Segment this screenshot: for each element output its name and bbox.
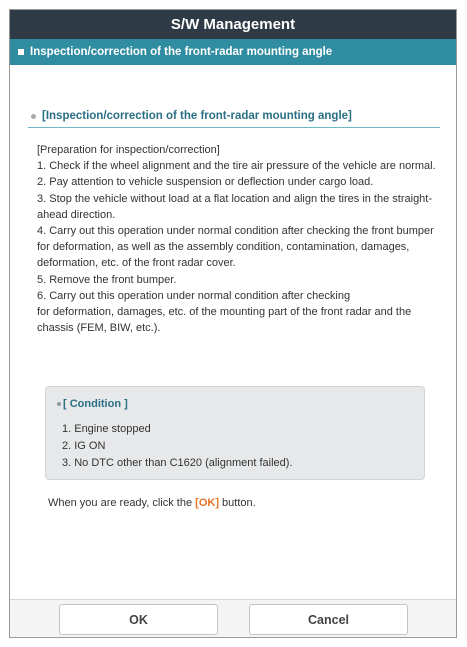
content-panel (10, 65, 456, 603)
instructions-text (37, 142, 449, 336)
instruction-line: [Preparation for inspection/correction] (37, 144, 220, 156)
sw-management-window (9, 9, 457, 638)
cancel-button[interactable]: Cancel (249, 604, 408, 635)
ok-button[interactable]: OK (59, 604, 218, 635)
section-title-text: [Inspection/correction of the front-radar mounting angle] (42, 110, 352, 122)
subheader-bar (10, 39, 456, 65)
instruction-line: 5. Remove the front bumper. (37, 273, 177, 286)
condition-item: 1. Engine stopped (62, 423, 151, 435)
instruction-line: for deformation, damages, etc. of the mounting part of the front radar and the chassis (FEM, BIW, etc.). (37, 306, 412, 335)
instruction-line: 1. Check if the wheel alignment and the tire air pressure of the vehicle are normal. (37, 160, 436, 173)
condition-list (62, 421, 293, 472)
bullet-dot-icon (57, 402, 61, 406)
ready-prompt (48, 497, 256, 509)
condition-item: 3. No DTC other than C1620 (alignment failed). (62, 457, 293, 469)
section-heading (28, 105, 440, 128)
condition-title-text: [ Condition ] (63, 398, 128, 410)
square-bullet-icon (18, 49, 24, 55)
instruction-line: 6. Carry out this operation under normal condition after checking (37, 289, 351, 302)
ok-highlight: [OK] (195, 497, 219, 509)
button-footer (10, 599, 456, 637)
condition-title (57, 398, 128, 410)
window-title: S/W Management (10, 10, 456, 39)
condition-item: 2. IG ON (62, 440, 106, 452)
subheader-label: Inspection/correction of the front-radar mounting angle (30, 46, 333, 58)
instruction-line: 4. Carry out this operation under normal condition after checking the front bumper for deformation, as well as the assembly condition, contamination, damages, deformation, etc. of the front radar cover. (37, 225, 434, 270)
condition-box (45, 386, 425, 480)
ready-suffix: button. (218, 497, 256, 509)
instruction-line: 3. Stop the vehicle without load at a flat location and align the tires in the straight-ahead direction. (37, 192, 433, 221)
instruction-line: 2. Pay attention to vehicle suspension or deflection under cargo load. (37, 176, 374, 189)
ready-prefix: When you are ready, click the (48, 497, 196, 509)
bullet-dot-icon (31, 114, 36, 119)
